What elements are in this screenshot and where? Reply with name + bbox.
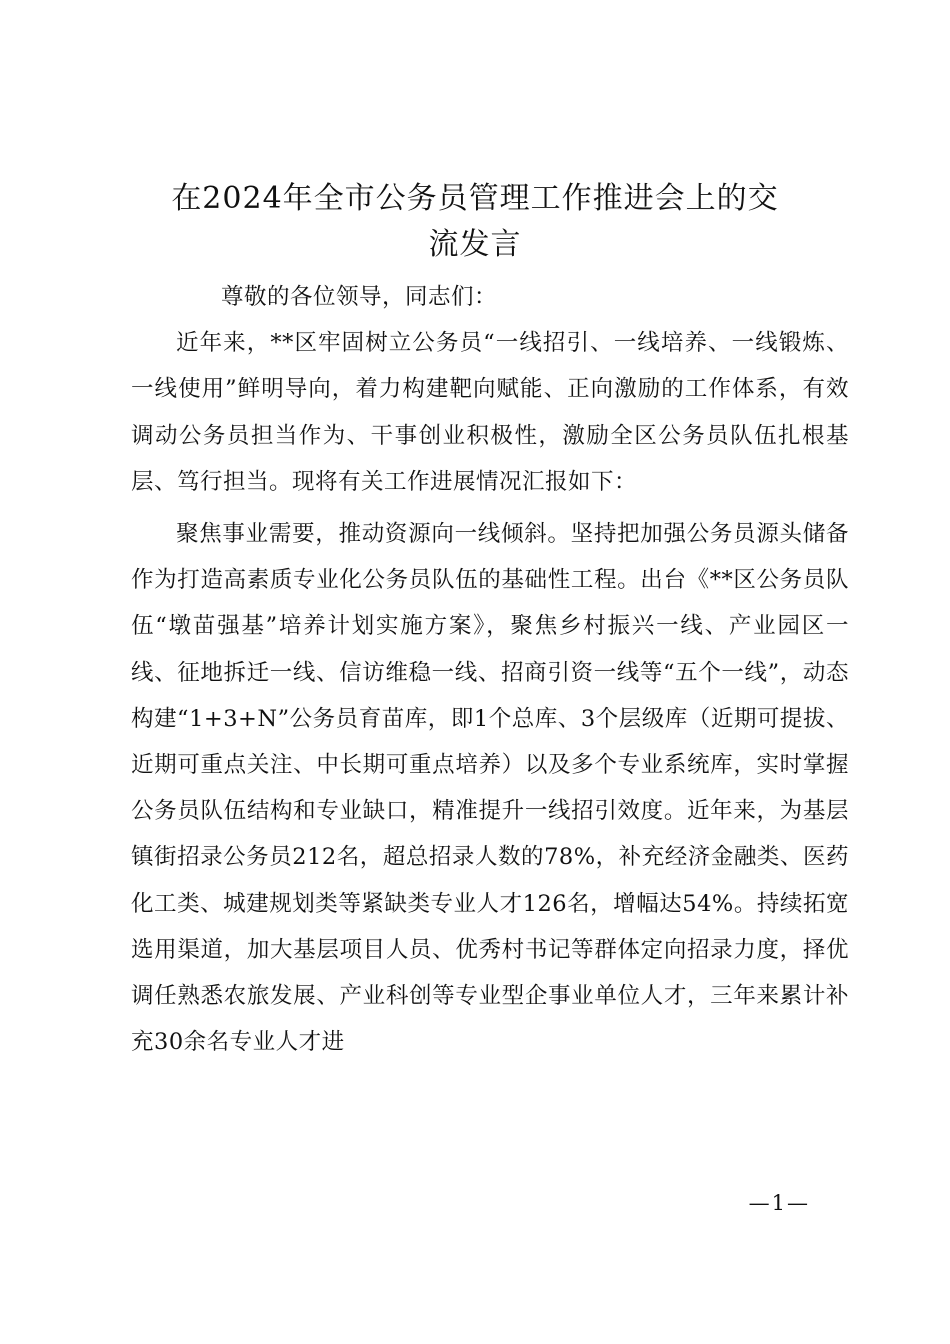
title-line-2: 流发言 xyxy=(428,227,522,262)
paragraph-intro: 近年来，**区牢固树立公务员“一线招引、一线培养、一线锻炼、一线使用”鲜明导向，着力构建靶向赋能、正向激励的工作体系，有效调动公务员担当作为、干事创业积极性，激励全区公务员队伍扎根基层、笃行担当。现将有关工作进展情况汇报如下： xyxy=(131,330,849,495)
page-number: —1— xyxy=(748,1191,810,1215)
document-title xyxy=(130,176,820,268)
paragraph-section-1: 聚焦事业需要，推动资源向一线倾斜。坚持把加强公务员源头储备作为打造高素质专业化公务员队伍的基础性工程。出台《**区公务员队伍“墩苗强基”培养计划实施方案》，聚焦乡村振兴一线、产业园区一线、征地拆迁一线、信访维稳一线、招商引资一线等“五个一线”，动态构建“1+3+N”公务员育苗库，即1个总库、3个层级库（近期可提拔、近期可重点关注、中长期可重点培养）以及多个专业系统库，实时掌握公务员队伍结构和专业缺口，精准提升一线招引效度。近年来，为基层镇街招录公务员212名，超总招录人数的78%，补充经济金融类、医药化工类、城建规划类等紧缺类专业人才126名，增幅达54%。持续拓宽选用渠道，加大基层项目人员、优秀村书记等群体定向招录力度，择优调任熟悉农旅发展、产业科创等专业型企事业单位人才，三年来累计补充30余名专业人才进 xyxy=(131,521,849,1056)
salutation: 尊敬的各位领导，同志们： xyxy=(221,284,498,310)
title-line-1: 在2024年全市公务员管理工作推进会上的交 xyxy=(171,181,779,216)
document-body xyxy=(131,274,849,1065)
